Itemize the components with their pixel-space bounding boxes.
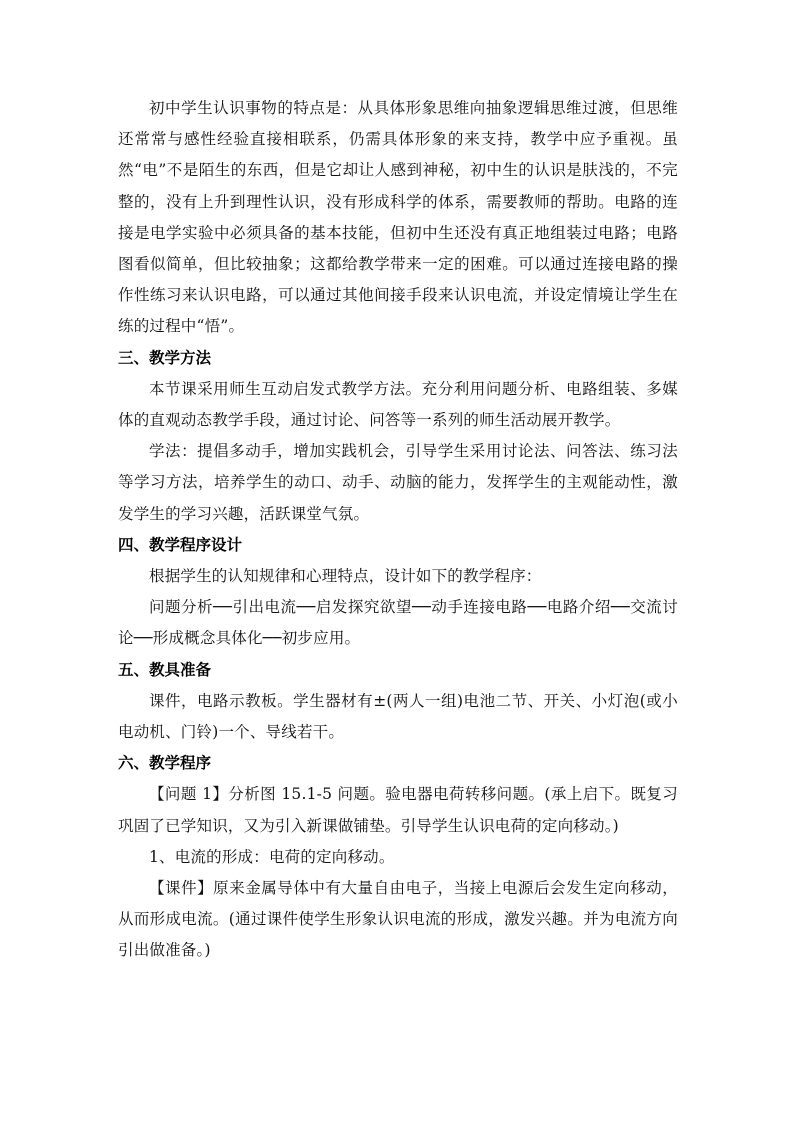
section-heading-teaching-procedure: 六、教学程序 <box>118 754 212 773</box>
intro-paragraph: 初中学生认识事物的特点是：从具体形象思维向抽象逻辑思维过渡，但思维还常常与感性经验直接相联系，仍需具体形象的来支持，教学中应予重视。虽然“电”不是陌生的东西，但是它却让人感到神秘，初中生的认识是肤浅的，不完整的，没有上升到理性认识，没有形成科学的体系，需要教师的帮助。电路的连接是电学实验中必须具备的基本技能，但初中生还没有真正地组装过电路；电路图看似简单，但比较抽象；这都给教学带来一定的困难。可以通过连接电路的操作性练习来认识电路，可以通过其他间接手段来认识电流，并设定情境让学生在练的过程中“悟”。 <box>118 99 678 336</box>
section-heading-teaching-method: 三、教学方法 <box>118 348 212 367</box>
procedure-flow-paragraph: 问题分析──引出电流──启发探究欲望──动手连接电路──电路介绍──交流讨论──形成概念具体化──初步应用。 <box>118 598 678 648</box>
procedure-design-paragraph: 根据学生的认知规律和心理特点，设计如下的教学程序： <box>149 567 542 586</box>
section-heading-teaching-aids: 五、教具准备 <box>118 660 212 679</box>
current-formation-paragraph: 1、电流的形成：电荷的定向移动。 <box>149 847 395 866</box>
section-heading-procedure-design: 四、教学程序设计 <box>118 535 243 554</box>
teaching-aids-paragraph: 课件，电路示教板。学生器材有±(两人一组)电池二节、开关、小灯泡(或小电动机、门铃)一个、导线若干。 <box>118 691 678 742</box>
learning-method-paragraph: 学法：提倡多动手，增加实践机会，引导学生采用讨论法、问答法、练习法等学习方法，培养学生的动口、动手、动脑的能力，发挥学生的主观能动性，激发学生的学习兴趣，活跃课堂气氛。 <box>118 442 678 523</box>
courseware-paragraph: 【课件】原来金属导体中有大量自由电子，当接上电源后会发生定向移动，从而形成电流。(通过课件使学生形象认识电流的形成，激发兴趣。并为电流方向引出做准备。) <box>118 879 678 960</box>
document-body <box>118 93 678 967</box>
teaching-method-paragraph: 本节课采用师生互动启发式教学方法。充分利用问题分析、电路组装、多媒体的直观动态教学手段，通过讨论、问答等一系列的师生活动展开教学。 <box>118 379 678 430</box>
question-1-paragraph: 【问题 1】分析图 15.1-5 问题。验电器电荷转移问题。(承上启下。既复习巩固了已学知识，又为引入新课做铺垫。引导学生认识电荷的定向移动。) <box>118 785 678 835</box>
